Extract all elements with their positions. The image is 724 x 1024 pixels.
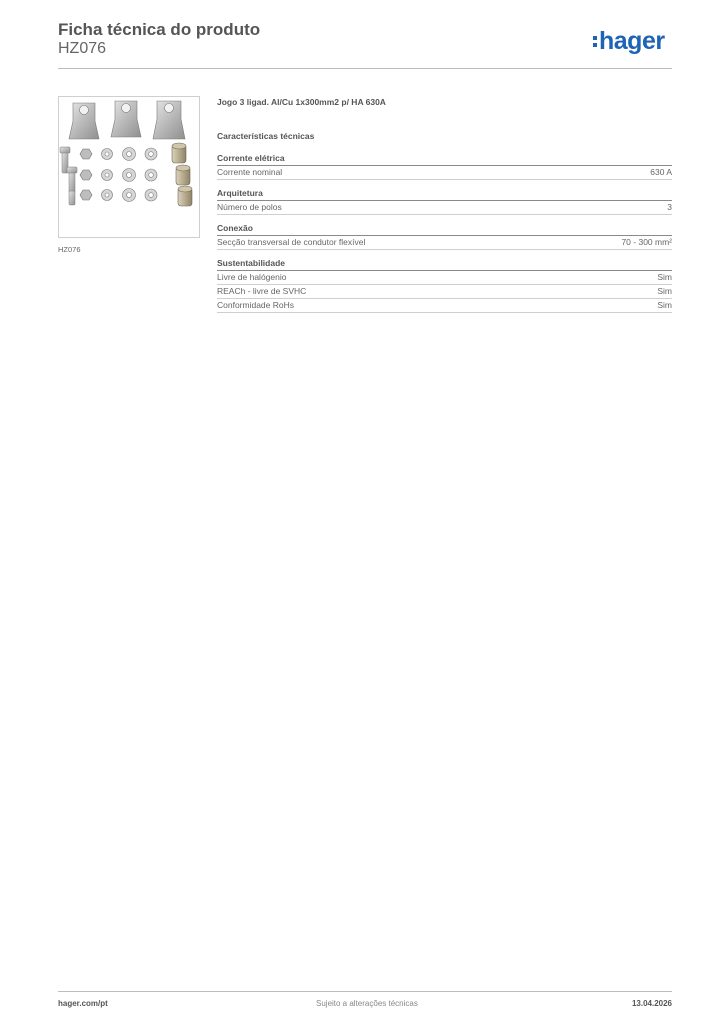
image-caption: HZ076 [58, 245, 81, 254]
spec-value: 70 - 300 mm² [621, 237, 672, 247]
product-code: HZ076 [58, 40, 107, 57]
group-title: Conexão [217, 223, 672, 236]
spec-label: Secção transversal de condutor flexível [217, 237, 366, 247]
spec-row [217, 271, 672, 285]
bolts [60, 147, 77, 205]
spec-row [217, 299, 672, 313]
spec-group-sustainability [217, 258, 672, 313]
spec-row [217, 166, 672, 180]
product-image [58, 96, 200, 238]
spec-content [217, 97, 672, 321]
header-divider [58, 68, 672, 69]
sleeves [172, 143, 192, 206]
spec-label: Livre de halógenio [217, 272, 287, 282]
footer-notice: Sujeito a alterações técnicas [316, 999, 418, 1008]
spec-group-electrical [217, 153, 672, 180]
spec-label: Número de polos [217, 202, 282, 212]
hager-logo [593, 27, 665, 56]
group-title: Arquitetura [217, 188, 672, 201]
product-description: Jogo 3 ligad. Al/Cu 1x300mm2 p/ HA 630A [217, 97, 386, 107]
group-title: Corrente elétrica [217, 153, 672, 166]
spec-row [217, 285, 672, 299]
footer-date: 13.04.2026 [631, 999, 672, 1008]
spec-value: 630 A [650, 167, 672, 177]
spec-row [217, 236, 672, 250]
spec-label: REACh - livre de SVHC [217, 286, 307, 296]
spec-value: Sim [657, 272, 672, 282]
spec-label: Corrente nominal [217, 167, 283, 177]
washers [102, 148, 158, 202]
spec-value: Sim [657, 286, 672, 296]
footer-divider [58, 991, 672, 992]
footer-website-link[interactable]: hager.com/pt [58, 999, 108, 1008]
logo-dots-icon [593, 35, 597, 49]
lug-1 [69, 103, 99, 139]
spec-heading: Características técnicas [217, 131, 315, 141]
spec-group-architecture [217, 188, 672, 215]
page-title: Ficha técnica do produto [58, 20, 261, 39]
spec-group-connection [217, 223, 672, 250]
lug-3 [153, 101, 185, 139]
spec-value: 3 [667, 202, 672, 212]
group-title: Sustentabilidade [217, 258, 672, 271]
lug-2 [111, 101, 141, 137]
spec-row [217, 201, 672, 215]
nuts [80, 149, 92, 200]
spec-label: Conformidade RoHs [217, 300, 295, 310]
logo-text: hager [599, 27, 665, 55]
spec-value: Sim [657, 300, 672, 310]
product-illustration [59, 97, 199, 237]
